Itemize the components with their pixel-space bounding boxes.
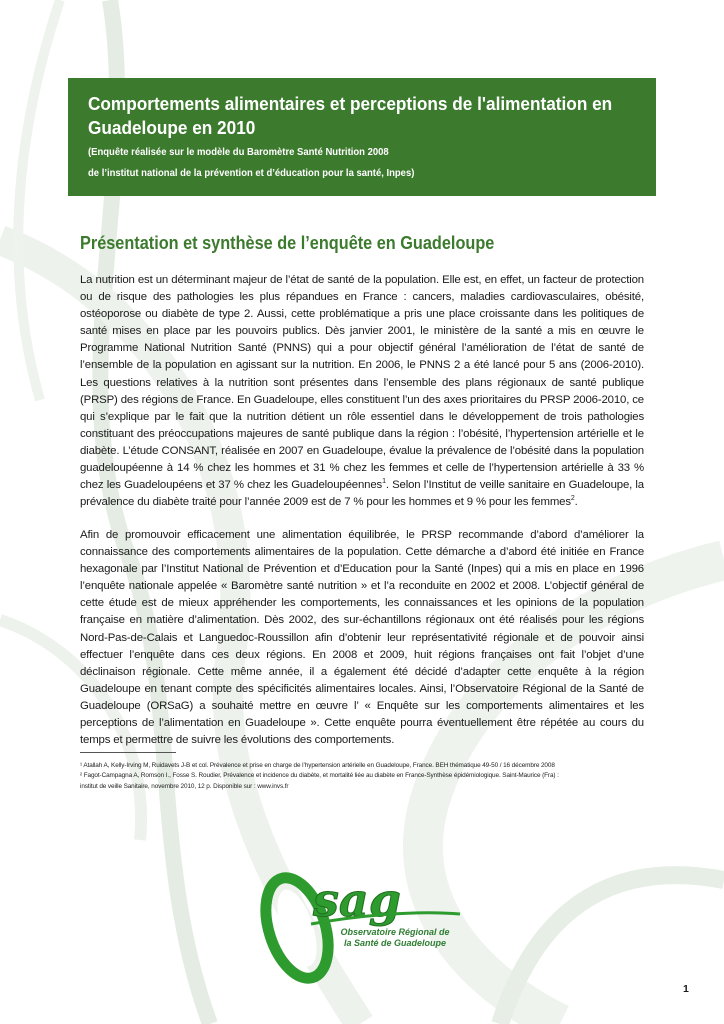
paragraph-1	[80, 272, 644, 511]
paragraph-1-end: .	[574, 496, 578, 509]
logo-caption-line-1: Observatoire Régional de	[340, 927, 450, 937]
footnote-1: ¹ Atallah A, Kelly-Irving M, Ruidavets J-B et col. Prévalence et prise en charge de l’hypertension artérielle en Guadeloupe, France. BEH thématique 49-50 / 16 décembre 2008	[80, 762, 555, 769]
footnote-ref-1: 1	[382, 478, 386, 486]
header-banner	[68, 78, 656, 196]
page-number: 1	[683, 983, 689, 995]
logo-caption-line-2: la Santé de Guadeloupe	[343, 938, 447, 948]
document-subtitle-line-1: (Enquête réalisée sur le modèle du Baromètre Santé Nutrition 2008	[88, 147, 389, 158]
footnote-ref-2: 2	[570, 495, 575, 503]
paragraph-2: Afin de promouvoir efficacement une alimentation équilibrée, le PRSP recommande d’abord d’améliorer la connaissance des comportements alimentaires de la population. Cette démarche a d’abord été initiée en France hexagonale par l’Institut National de Prévention et d’Education pour la Santé (Inpes) qui a mis en place en 1996 l’enquête nationale appelée « Baromètre santé nutrition » et l’a reconduite en 2002 et 2008. L’objectif général de cette étude est de mieux appréhender les comportements, les connaissances et les opinions de la population française en matière d’alimentation. Dès 2002, des sur-échantillons régionaux ont été réalisés pour les régions Nord-Pas-de-Calais et Languedoc-Roussillon afin d’obtenir leur représentativité régionale et de pouvoir ainsi effectuer l’enquête dans ces deux régions. En 2008 et 2009, huit régions françaises ont fait l’objet d’une déclinaison régionale. Cette même année, il a également été décidé d’adapter cette enquête à la région Guadeloupe en tenant compte des spécificités alimentaires locales. Ainsi, l’Observatoire Régional de la Santé de Guadeloupe (ORSaG) a souhaité mettre en œuvre l’ « Enquête sur les comportements alimentaires et les perceptions de l’alimentation en Guadeloupe ». Cette enquête pourra éventuellement être répétée au cours du temps et permettre de suivre les évolutions des comportements.	[80, 529, 644, 747]
paragraph-1-text: La nutrition est un déterminant majeur de l’état de santé de la population. Elle est, en effet, un facteur de protection ou de risque des pathologies les plus répandues en France : cancers, maladies cardiovasculaires, obésité, ostéoporose ou diabète de type 2. Aussi, cette problématique a pris une place croissante dans les politiques de santé mises en place par les pouvoirs publics. Dès janvier 2001, le ministère de la santé a mis en œuvre le Programme National Nutrition Santé (PNNS) qui a pour objectif général l’amélioration de l’état de santé de l’ensemble de la population en agissant sur la nutrition. En 2006, le PNNS 2 a été lancé pour 5 ans (2006-2010). Les questions relatives à la nutrition sont présentes dans l’ensemble des plans régionaux de santé publique (PRSP) des régions de France. En Guadeloupe, elles constituent l’un des axes prioritaires du PRSP 2006-2010, ce qui s’explique par le fait que la nutrition détient un rôle essentiel dans le développement de trois pathologies constituant des préoccupations majeures de santé publique dans la région : l’obésité, l’hypertension artérielle et le diabète. L’étude CONSANT, réalisée en 2007 en Guadeloupe, évalue la prévalence de l’obésité dans la population guadeloupéenne à 14 % chez les hommes et 31 % chez les femmes et celle de l’hypertension artérielle à 33 % chez les Guadeloupéens et 37 % chez les Guadeloupéennes	[80, 274, 644, 492]
footnote-2-line-1: ² Fagot-Campagna A, Romson I., Fosse S. Roudier, Prévalence et incidence du diabète, et mortalité liée au diabète en France-Synthèse épidémiologique. Saint-Maurice (Fra) :	[80, 772, 559, 779]
document-title: Comportements alimentaires et perceptions de l'alimentation en Guadeloupe en 2010	[88, 93, 613, 138]
document-subtitle-line-2: de l’institut national de la prévention et d’éducation pour la santé, Inpes)	[88, 168, 415, 179]
orsag-logo	[255, 850, 470, 990]
footnote-divider	[80, 752, 176, 753]
svg-text:sag: sag	[313, 873, 401, 927]
paragraph-1-tail: . Selon l’Institut de veille sanitaire en Guadeloupe, la prévalence du diabète traité pour l’année 2009 est de 7 % pour les hommes et 9 % pour les femmes	[80, 479, 644, 509]
section-title: Présentation et synthèse de l’enquête en Guadeloupe	[80, 232, 495, 253]
footnote-2-line-2: institut de veille Sanitaire, novembre 2010, 12 p. Disponible sur : www.invs.fr	[80, 783, 289, 790]
footnote-2	[80, 770, 650, 792]
logo-caption	[329, 927, 461, 949]
